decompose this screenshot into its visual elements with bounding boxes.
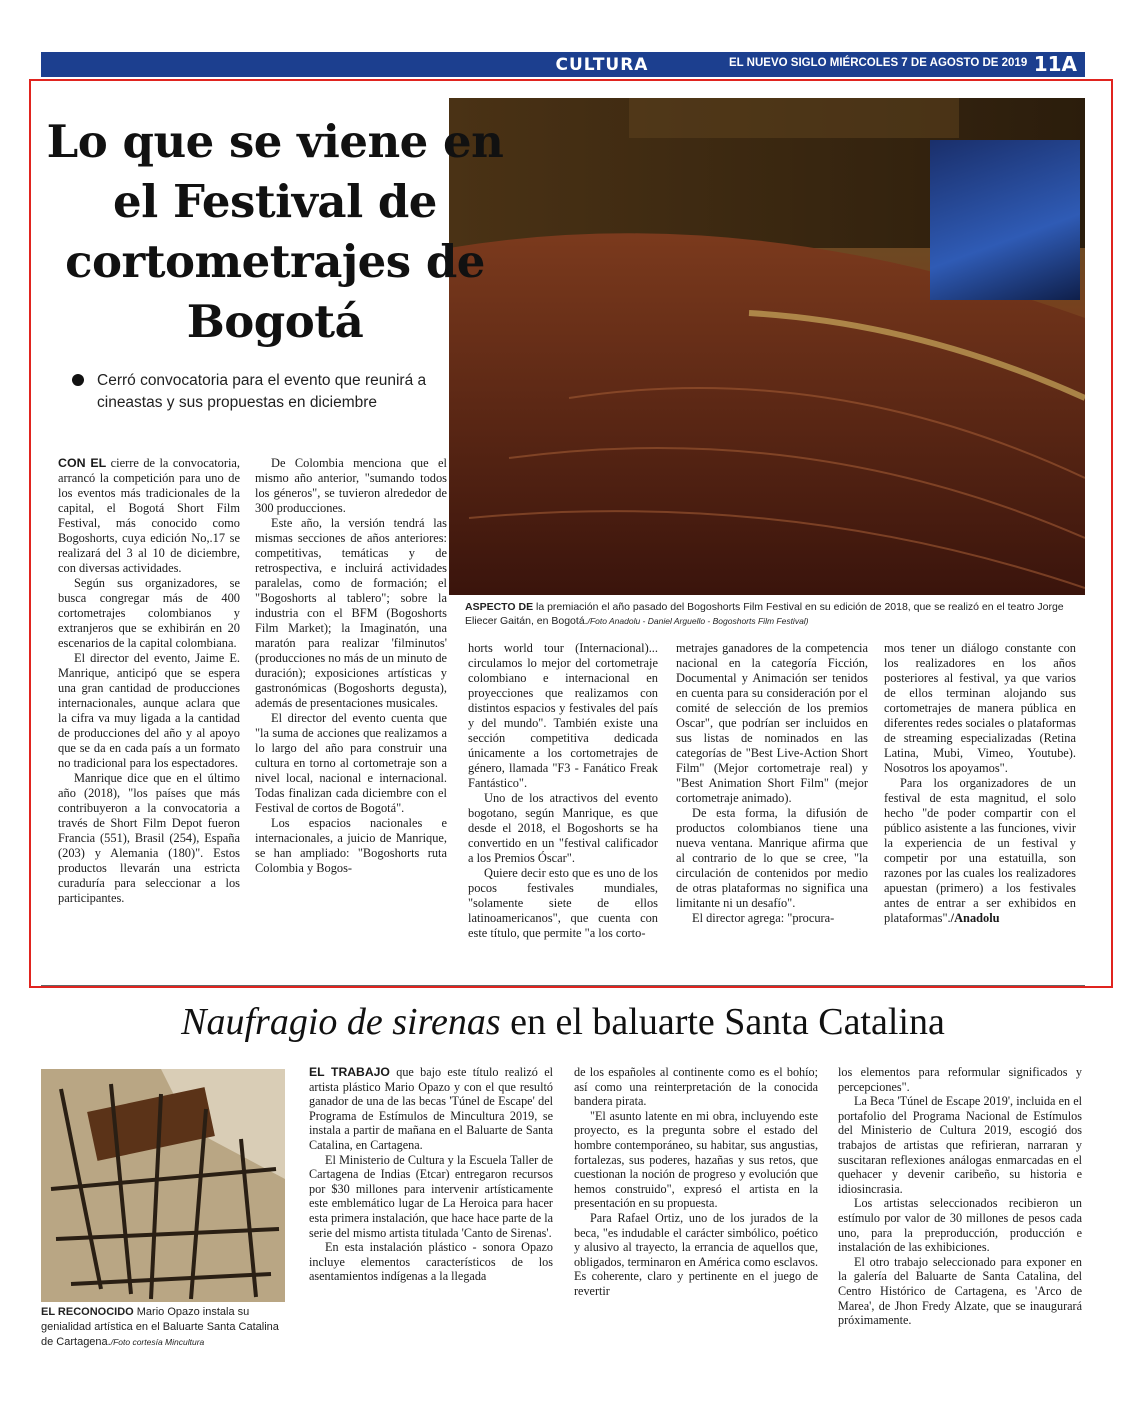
paragraph (309, 1065, 553, 1153)
lead-kicker: EL TRABAJO (309, 1065, 390, 1079)
paragraph-text: Para los organizadores de un festival de esta magnitud, el solo hecho "de poder compartir con el público asistente a las funciones, vivir la experiencia de un festival y competir por una estatuilla, son razones por las cuales los realizadores apuestan (primero) a los festivales antes de entrar a ser exhibidos en plataformas". (884, 776, 1076, 925)
headline-2-italic: Naufragio de sirenas (181, 1001, 501, 1043)
paragraph: El director del evento, Jaime E. Manrique, anticipó que se espera una gran cantidad de producciones internacionales, aunque aclara que la cifra va muy ligada a la cantidad de producciones del año y al apoyo que se da en cada país a un formato no tradicional para los espectadores. (58, 651, 240, 770)
deck: Cerró convocatoria para el evento que reunirá a cineastas y sus propuestas en diciembre (97, 372, 427, 411)
bullet-icon (72, 374, 84, 386)
section-label: CULTURA (555, 55, 649, 75)
paragraph: En esta instalación plástico - sonora Opazo incluye elementos característicos de los asentamientos indígenas a la llegada (309, 1240, 553, 1284)
body-column-5 (884, 641, 1076, 926)
paragraph: Uno de los atractivos del evento bogotano, según Manrique, es que desde el 2018, el Bogoshorts se ha convertido en un "festival calificador a los Premios Óscar". (468, 791, 658, 865)
headline-2-rest: en el baluarte Santa Catalina (500, 1001, 945, 1043)
paragraph: "El asunto latente en mi obra, incluyendo este proyecto, es la pregunta sobre el estado del hombre contemporáneo, su habitar, sus angustias, fortalezas, sus poderes, hazañas y sus retos, que cuestionan la noción de progreso y evolución que hemos construido", expresó el artista en la presentación en su propuesta. (574, 1108, 818, 1211)
paragraph (58, 456, 240, 576)
caption-text: la premiación el año pasado del Bogoshorts Film Festival en su edición de 2018, que se realizó en el teatro Jorge Eliecer Gaitán, en Bogotá. (465, 601, 1064, 627)
paragraph: los elementos para reformular significados y percepciones". (838, 1065, 1082, 1094)
theater-photo (449, 98, 1085, 595)
signature: /Anadolu (950, 911, 1000, 925)
paragraph: Quiere decir esto que es uno de los pocos festivales mundiales, "solamente siete de ellos latinoamericanos", que cuenta con este título, que permite "a los corto- (468, 866, 658, 940)
paragraph-text: cierre de la convocatoria, arrancó la competición para uno de los eventos más tradicionales de la capital, el Bogotá Short Film Festival, más conocido como Bogoshorts, cuya edición No,.17 se realizará del 3 al 10 de diciembre, con diversas actividades. (58, 456, 240, 575)
paragraph: mos tener un diálogo constante con los realizadores en los años posteriores al festival, ya que varios de ellos terminan alojando sus cortometrajes de manera pública en diferentes redes sociales o plataformas de streaming especializadas (Retina Latina, Mubi, Vimeo, Youtube). Nosotros los apoyamos". (884, 641, 1076, 775)
body2-column-3 (838, 1065, 1082, 1328)
installation-photo (41, 1069, 285, 1302)
page-number: 11A (1033, 52, 1077, 76)
photo-caption-2 (41, 1305, 285, 1350)
paragraph: Para Rafael Ortiz, uno de los jurados de la beca, "es indudable el carácter simbólico, poético y alusivo al trayecto, la errancia de aquellos que, obligados, terminaron en América como esclavos. Es coherente, claro y pertinente en el juego de revertir (574, 1210, 818, 1298)
paragraph: Según sus organizadores, se busca congregar más de 400 cortometrajes colombianos y extranjeros que se exhibirán en 20 escenarios de la capital colombiana. (58, 576, 240, 650)
paragraph: Los espacios nacionales e internacionales, a juicio de Manrique, se han ampliado: "Bogoshorts ruta Colombia y Bogos- (255, 816, 447, 875)
cinema-screen (930, 140, 1080, 300)
caption-kicker: EL RECONOCIDO (41, 1306, 134, 1318)
paragraph: De Colombia menciona que el mismo año anterior, "sumando todos los géneros", se tuvieron alrededor de 300 producciones. (255, 456, 447, 515)
installation-illustration (41, 1069, 285, 1302)
paragraph: de los españoles al continente como es el bohío; así como una reinterpretación de la conocida bandera pirata. (574, 1065, 818, 1109)
paragraph: Los artistas seleccionados recibieron un estímulo por valor de 30 millones de pesos cada uno, para la preproducción, producción e instalación de las exhibiciones. (838, 1196, 1082, 1255)
caption-credit: /Foto cortesía Mincultura (110, 1337, 205, 1347)
body-column-3 (468, 641, 658, 941)
paragraph: Manrique dice que en el último año (2018), "los países que más contribuyeron a la convocatoria a través de Short Film Depot fueron Francia (551), Brasil (254), España (203) y Alemania (180)". Estos productos llevarán una estricta curaduría para seleccionar a los participantes. (58, 771, 240, 905)
paragraph: El otro trabajo seleccionado para exponer en la galería del Baluarte de Santa Catalina, del Centro Histórico de Cartagena, es 'Arco de Marea', de Jhon Fredy Alzate, que se inaugurará próximamente. (838, 1254, 1082, 1328)
divider (41, 985, 1085, 986)
body-column-2 (255, 456, 447, 876)
caption-credit: /Foto Anadolu - Daniel Arguello - Bogoshorts Film Festival) (587, 616, 809, 626)
caption-text: Mario Opazo instala su genialidad artística en el Baluarte Santa Catalina de Cartagena. (41, 1306, 279, 1348)
body-column-4 (676, 641, 868, 926)
photo-caption (465, 600, 1075, 628)
headline-2 (41, 1000, 1085, 1044)
paragraph: El Ministerio de Cultura y la Escuela Taller de Cartagena de Indias (Etcar) entregaron recursos por $30 millones para intervenir artísticamente este emblemático lugar de La Heroica para hacer esta primera instalación, que hace hace parte de la serie del mismo artista titulada 'Canto de Sirenas'. (309, 1152, 553, 1240)
caption-kicker: ASPECTO DE (465, 601, 534, 613)
paragraph: horts world tour (Internacional)... circulamos lo mejor del cortometraje colombiano e internacional en proyecciones que realizamos con distintos espacios y festivales del país y del mundo". También existe una sección competitiva dedicada únicamente a los cortometrajes de género, llamada "F3 - Fanático Freak Fantástico". (468, 641, 658, 790)
paragraph: El director del evento cuenta que "la suma de acciones que realizamos a lo largo del año para construir una cultura en torno al cortometraje son a nivel local, nacional e internacional. Todas finalizan cada diciembre con el Festival de cortos de Bogotá". (255, 711, 447, 815)
body2-column-2 (574, 1065, 818, 1299)
paper-dateline: EL NUEVO SIGLO MIÉRCOLES 7 DE AGOSTO DE 2019 (729, 57, 1028, 69)
paragraph (884, 776, 1076, 926)
paragraph: La Beca 'Túnel de Escape 2019', incluida en el portafolio del Programa Nacional de Estímulos del Ministerio de Cultura 2019, escogió dos trabajos de artistas que refirieran, narraran y suscitaran reflexiones análogas enmarcadas en el quehacer y devenir caribeño, su historia e idiosincrasia. (838, 1094, 1082, 1196)
paragraph: De esta forma, la difusión de productos colombianos tiene una nueva ventana. Manrique afirma que al contrario de lo que se cree, "la circulación de contenidos por medio de otras plataformas no significa una limitante ni un desafío". (676, 806, 868, 910)
paragraph: Este año, la versión tendrá las mismas secciones de años anteriores: competitivas, temáticas y de retrospectiva, e incluirá actividades paralelas, como de formación; el "Bogoshorts al tablero"; sobre la industria con el BFM (Bogoshorts Film Market); la Imaginatón, una maratón para realizar 'filminutos' (producciones no más de un minuto de duración); exposiciones artísticas y gastronómicas (Bogoshorts degusta), además de presentaciones musicales. (255, 516, 448, 710)
body-column-1 (58, 456, 240, 906)
lead-kicker: CON EL (58, 456, 107, 470)
paragraph: metrajes ganadores de la competencia nacional en la categoría Ficción, Documental y Animación ser tenidos en cuenta para su consideración por el comité de selección de los premios Oscar", que podrían ser incluidos en sus listas de nominados en las categorías de "Best Live-Action Short Film" (Mejor cortometraje real) y "Best Animation Short Film" (mejor cortometraje animado). (676, 641, 868, 805)
header-bar (41, 52, 1085, 77)
headline: Lo que se viene en el Festival de cortometrajes de Bogotá (46, 115, 504, 348)
paragraph-text: que bajo este título realizó el artista plástico Mario Opazo y con el que resultó ganador de una de las becas 'Túnel de Escape' del Programa de Estímulos de Mincultura 2019, se instala a partir de mañana en el Baluarte de Santa Catalina, en Cartagena. (309, 1065, 553, 1152)
body2-column-1 (309, 1065, 553, 1284)
paragraph: El director agrega: "procura- (692, 911, 835, 925)
